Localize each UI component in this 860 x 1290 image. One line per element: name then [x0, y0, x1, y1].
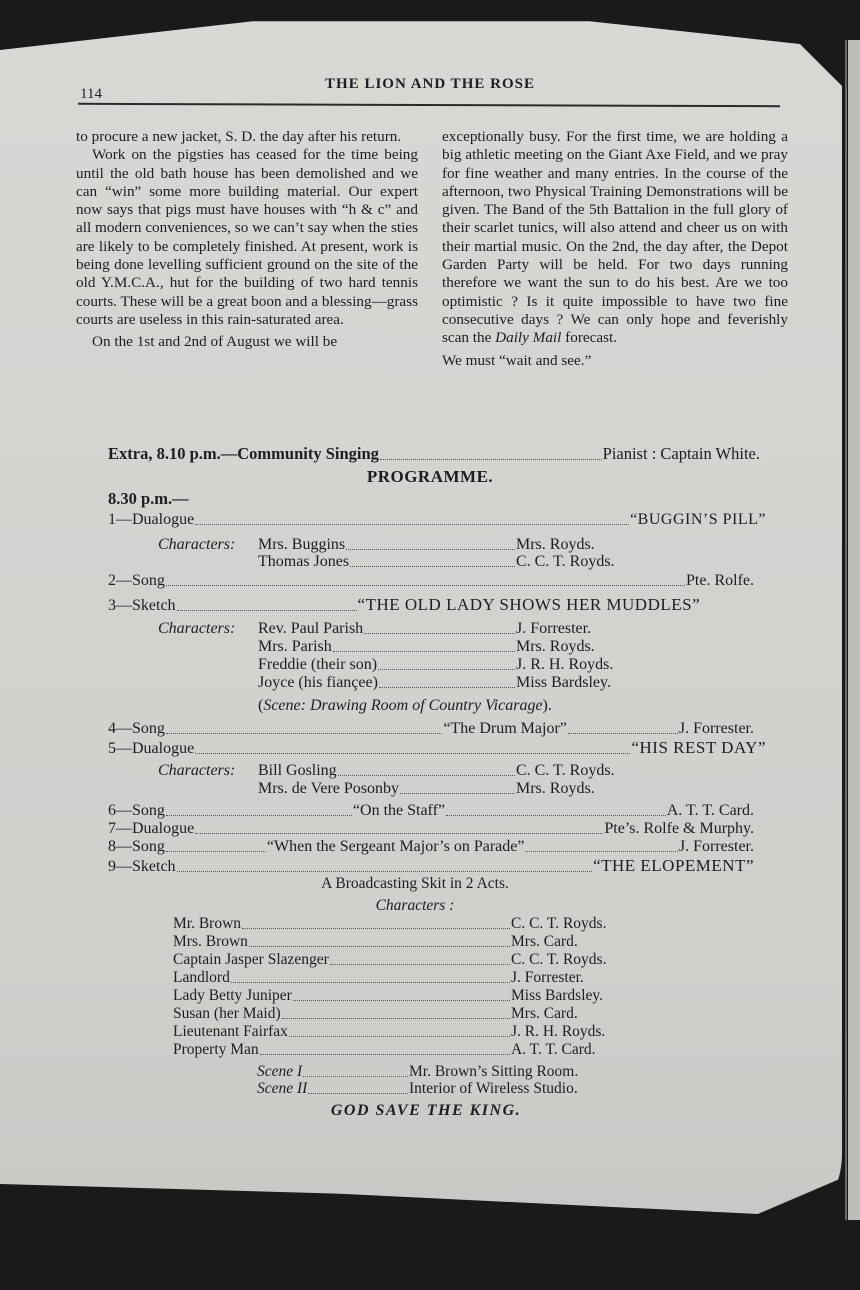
- dot-leader: [177, 610, 357, 611]
- text: ).: [542, 697, 552, 714]
- dot-leader: [166, 585, 685, 586]
- cast-row: [258, 620, 638, 638]
- page-number: 114: [80, 86, 102, 102]
- dot-leader: [330, 964, 510, 965]
- text: Mrs. Card.: [511, 1005, 578, 1022]
- text: “THE ELOPEMENT”: [593, 856, 754, 875]
- programme-item: [108, 572, 754, 590]
- paragraph: On the 1st and 2nd of August we will be: [92, 333, 338, 351]
- text: C. C. T. Royds.: [511, 951, 607, 968]
- characters-label: Characters:: [158, 762, 236, 779]
- text: Rev. Paul Parish: [258, 620, 364, 637]
- text: A. T. T. Card.: [666, 802, 754, 819]
- text: 7—Dualogue: [108, 820, 195, 837]
- dot-leader: [231, 982, 510, 983]
- programme-item: [108, 720, 754, 738]
- dot-leader: [346, 549, 515, 550]
- text: J. R. H. Royds.: [516, 656, 614, 673]
- dot-leader: [195, 753, 630, 754]
- dot-leader: [333, 651, 515, 652]
- dot-leader: [378, 669, 515, 670]
- page-header: [80, 76, 780, 104]
- programme-item: [108, 802, 754, 820]
- text: 3—Sketch: [108, 597, 176, 614]
- right-column: [442, 128, 788, 370]
- text: 6—Song: [108, 802, 165, 819]
- dot-leader: [249, 946, 510, 947]
- programme-time: 8.30 p.m.—: [108, 489, 189, 508]
- cast-row: [173, 969, 633, 987]
- text: Scene II: [257, 1080, 308, 1097]
- dot-leader: [166, 733, 442, 734]
- closing-line: GOD SAVE THE KING.: [330, 1102, 522, 1119]
- cast-row: [258, 762, 638, 780]
- text: Scene I: [257, 1063, 303, 1080]
- text: exceptionally busy. For the first time, we are holding a big athletic meeting on the Giant Axe Field, and we pray for fine weather and many entries. In the course of the afternoon, two Physical Training Demonstrations will be given. The Band of the 5th Battalion in the full glory of their scarlet tunics, will also attend and cheer us on with their martial music. On the 2nd, the day after, the Depot Garden Party will be held. For two days running therefore we want the sun to do his best. Are we too optimistic ? Is it quite impossible to have two fine consecutive days ? We can only hope and feverishly scan the: [442, 128, 788, 347]
- text: Mrs. Card.: [511, 933, 578, 950]
- dot-leader: [364, 633, 515, 634]
- text: Mrs. Royds.: [516, 638, 595, 655]
- newspaper-title: Daily Mail: [495, 329, 562, 347]
- text: Extra, 8.10 p.m.—Community Singing: [108, 444, 379, 463]
- cast-row: [258, 780, 638, 798]
- dot-leader: [380, 459, 602, 460]
- dot-leader: [446, 815, 666, 816]
- text: Mrs. Royds.: [516, 780, 595, 797]
- dot-leader: [293, 1000, 510, 1001]
- text: 9—Sketch: [108, 858, 176, 875]
- text: “HIS REST DAY”: [631, 738, 766, 757]
- text: J. Forrester.: [678, 720, 754, 737]
- text: Miss Bardsley.: [516, 674, 611, 691]
- text: Property Man: [173, 1041, 259, 1058]
- cast-row: [173, 933, 633, 951]
- text: “BUGGIN’S PILL”: [630, 511, 766, 528]
- dot-leader: [260, 1054, 510, 1055]
- text: Pte’s. Rolfe & Murphy.: [604, 820, 754, 837]
- dot-leader: [242, 928, 510, 929]
- dot-leader: [195, 524, 629, 525]
- text: “On the Staff”: [352, 802, 446, 819]
- programme-item: [108, 838, 754, 856]
- dot-leader: [525, 851, 677, 852]
- scene-note: [258, 697, 552, 715]
- dot-leader: [308, 1093, 408, 1094]
- dot-leader: [195, 833, 603, 834]
- characters-label: Characters:: [158, 536, 236, 553]
- text: Mr. Brown: [173, 915, 242, 932]
- text: Mrs. Royds.: [516, 536, 595, 553]
- characters-heading: Characters :: [375, 897, 455, 914]
- text: 1—Dualogue: [108, 511, 195, 528]
- cast-row: [173, 951, 633, 969]
- characters-label: Characters:: [158, 620, 236, 637]
- text: Thomas Jones: [258, 553, 350, 570]
- text: Mrs. Buggins: [258, 536, 346, 553]
- text: Landlord: [173, 969, 230, 986]
- programme-item: [108, 820, 754, 838]
- text: 4—Song: [108, 720, 165, 737]
- dot-leader: [282, 1018, 510, 1019]
- paragraph: Work on the pigsties has ceased for the time being until the old bath house has been demolished and we can “win” some more building material. Our expert now says that pigs must have houses with “h & c” and all modern conveniences, so we can’t say when the sties are likely to be completely finished. At present, work is being done levelling sufficient ground on the site of the old Y.M.C.A., hut for the building of two hard tennis courts. These will be a great boon and a blessing—grass courts are useless in this rain-saturated area.: [76, 146, 418, 328]
- running-title: THE LION AND THE ROSE: [325, 76, 535, 92]
- text: Mrs. Parish: [258, 638, 332, 655]
- cast-row: [258, 553, 638, 571]
- text: Freddie (their son): [258, 656, 378, 673]
- text: Pianist : Captain White.: [602, 444, 760, 463]
- dot-leader: [400, 793, 515, 794]
- text: Bill Gosling: [258, 762, 337, 779]
- text: Miss Bardsley.: [511, 987, 603, 1004]
- text: Pte. Rolfe.: [686, 572, 754, 589]
- text: 8—Song: [108, 838, 165, 855]
- text: J. R. H. Royds.: [511, 1023, 606, 1040]
- text: C. C. T. Royds.: [511, 915, 607, 932]
- text: “THE OLD LADY SHOWS HER MUDDLES”: [357, 595, 701, 614]
- text: Captain Jasper Slazenger: [173, 951, 329, 968]
- text: “When the Sergeant Major’s on Parade”: [266, 838, 525, 855]
- text: (: [258, 697, 264, 714]
- cast-row: [173, 1023, 633, 1041]
- skit-subtitle: A Broadcasting Skit in 2 Acts.: [321, 875, 509, 892]
- page-edge: [845, 40, 847, 1220]
- extra-entry: [108, 444, 760, 464]
- cast-row: [258, 656, 638, 674]
- programme-item: [108, 511, 766, 529]
- dot-leader: [177, 871, 593, 872]
- dot-leader: [303, 1076, 408, 1077]
- text: Scene: Drawing Room of Country Vicarage: [263, 697, 543, 714]
- cast-row: [258, 638, 638, 656]
- cast-row: [258, 674, 638, 692]
- text: J. Forrester.: [678, 838, 754, 855]
- paragraph: We must “wait and see.”: [442, 351, 592, 369]
- text: A. T. T. Card.: [511, 1041, 596, 1058]
- text: Mrs. de Vere Posonby: [258, 780, 400, 797]
- dot-leader: [289, 1036, 510, 1037]
- dot-leader: [379, 687, 515, 688]
- dot-leader: [350, 566, 515, 567]
- cast-row: [173, 1005, 633, 1023]
- cast-row: [173, 987, 633, 1005]
- text: 5—Dualogue: [108, 740, 195, 757]
- dot-leader: [166, 851, 266, 852]
- text: “The Drum Major”: [443, 720, 567, 737]
- text: J. Forrester.: [516, 620, 592, 637]
- programme-item: [108, 595, 766, 615]
- text: J. Forrester.: [511, 969, 584, 986]
- text: C. C. T. Royds.: [516, 762, 615, 779]
- scene-row: [257, 1080, 609, 1098]
- programme-item: [108, 738, 766, 758]
- text: Susan (her Maid): [173, 1005, 281, 1022]
- text: Mr. Brown’s Sitting Room.: [409, 1063, 579, 1080]
- programme-item: [108, 856, 754, 876]
- text: 2—Song: [108, 572, 165, 589]
- paragraph: to procure a new jacket, S. D. the day after his return.: [76, 128, 402, 145]
- next-page-edge: [848, 40, 860, 1220]
- paragraph: [442, 128, 788, 348]
- scene-row: [257, 1063, 609, 1081]
- cast-row: [173, 1041, 633, 1059]
- text: Mrs. Brown: [173, 933, 248, 950]
- cast-row: [258, 536, 638, 554]
- cast-row: [173, 915, 633, 933]
- text: Interior of Wireless Studio.: [409, 1080, 578, 1097]
- dot-leader: [568, 733, 678, 734]
- left-column: [76, 128, 418, 352]
- text: Lieutenant Fairfax: [173, 1023, 288, 1040]
- text: Joyce (his fiançee): [258, 674, 378, 691]
- text: Lady Betty Juniper: [173, 987, 292, 1004]
- text: forecast.: [561, 329, 618, 347]
- text: C. C. T. Royds.: [516, 553, 615, 570]
- programme-title: PROGRAMME.: [366, 467, 494, 486]
- dot-leader: [338, 775, 515, 776]
- dot-leader: [166, 815, 352, 816]
